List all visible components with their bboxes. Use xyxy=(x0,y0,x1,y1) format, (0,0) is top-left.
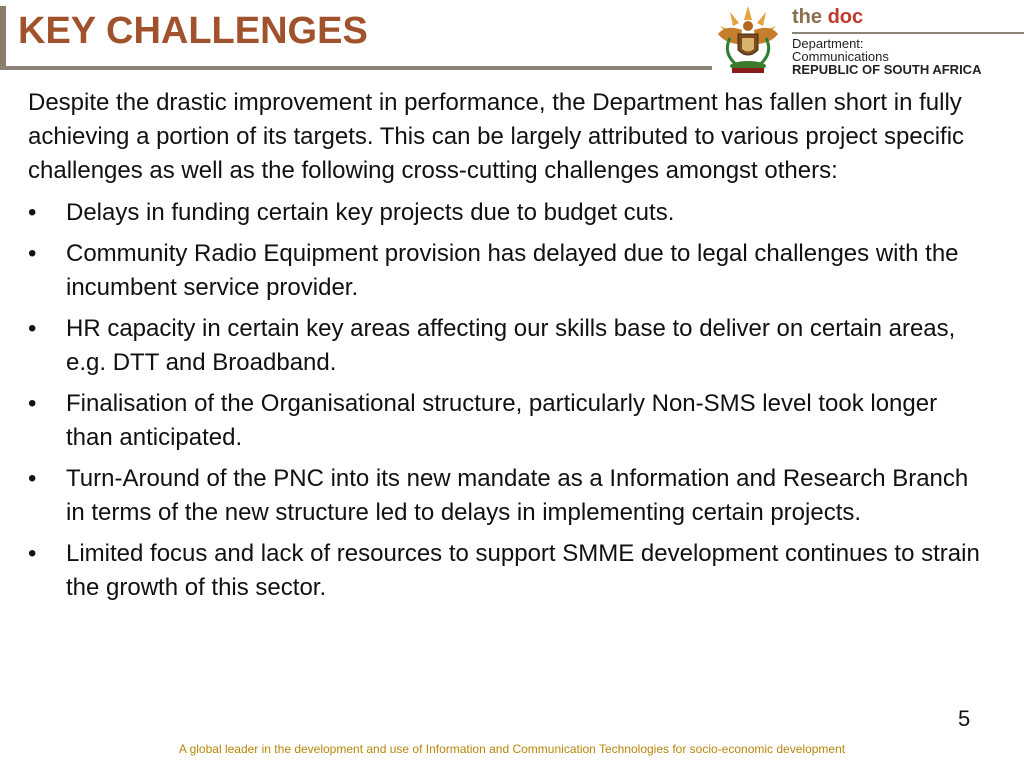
logo-divider xyxy=(792,32,1024,34)
title-accent-bar xyxy=(0,6,6,66)
slide-title: KEY CHALLENGES xyxy=(18,10,368,52)
bullet-marker: • xyxy=(28,540,37,567)
bullet-marker: • xyxy=(28,465,37,492)
intro-paragraph: Despite the drastic improvement in performance, the Department has fallen short in fully achieving a portion of its targets. This can be largely attributed to various project specific challenges as well as the following cross-cutting challenges amongst others: xyxy=(28,89,965,184)
list-item-text: Community Radio Equipment provision has delayed due to legal challenges with the incumbent service provider. xyxy=(66,240,959,301)
list-item-text: HR capacity in certain key areas affecting our skills base to deliver on certain areas, e.g. DTT and Broadband. xyxy=(66,315,956,376)
brand-wordmark xyxy=(792,6,863,29)
list-item xyxy=(28,387,988,455)
list-item xyxy=(28,537,988,605)
brand-doc: doc xyxy=(827,6,864,28)
bullet-marker: • xyxy=(28,240,37,267)
title-underline xyxy=(0,66,712,70)
list-item xyxy=(28,462,988,530)
bullet-marker: • xyxy=(28,315,37,342)
list-item xyxy=(28,196,988,230)
list-item-text: Finalisation of the Organisational structure, particularly Non-SMS level took longer than anticipated. xyxy=(66,390,938,451)
bullet-marker: • xyxy=(28,199,37,226)
logo-department-label: Department: xyxy=(792,36,864,51)
logo-country: REPUBLIC OF SOUTH AFRICA xyxy=(792,62,982,77)
logo-department-name: Communications xyxy=(792,49,889,64)
list-item xyxy=(28,237,988,305)
department-logo xyxy=(712,0,1024,80)
list-item-text: Turn-Around of the PNC into its new mandate as a Information and Research Branch in terms of the new structure led to delays in implementing certain projects. xyxy=(66,465,969,526)
list-item-text: Limited focus and lack of resources to support SMME development continues to strain the growth of this sector. xyxy=(66,540,980,601)
brand-the: the xyxy=(792,6,828,28)
slide-body xyxy=(28,86,988,612)
footer-tagline: A global leader in the development and use of Information and Communication Technologies for socio-economic development xyxy=(178,742,846,756)
bullet-marker: • xyxy=(28,390,37,417)
list-item xyxy=(28,312,988,380)
coat-of-arms-icon xyxy=(712,4,784,76)
challenges-list xyxy=(28,196,988,605)
page-number: 5 xyxy=(958,706,971,731)
title-bar xyxy=(0,0,712,72)
list-item-text: Delays in funding certain key projects due to budget cuts. xyxy=(66,199,675,226)
